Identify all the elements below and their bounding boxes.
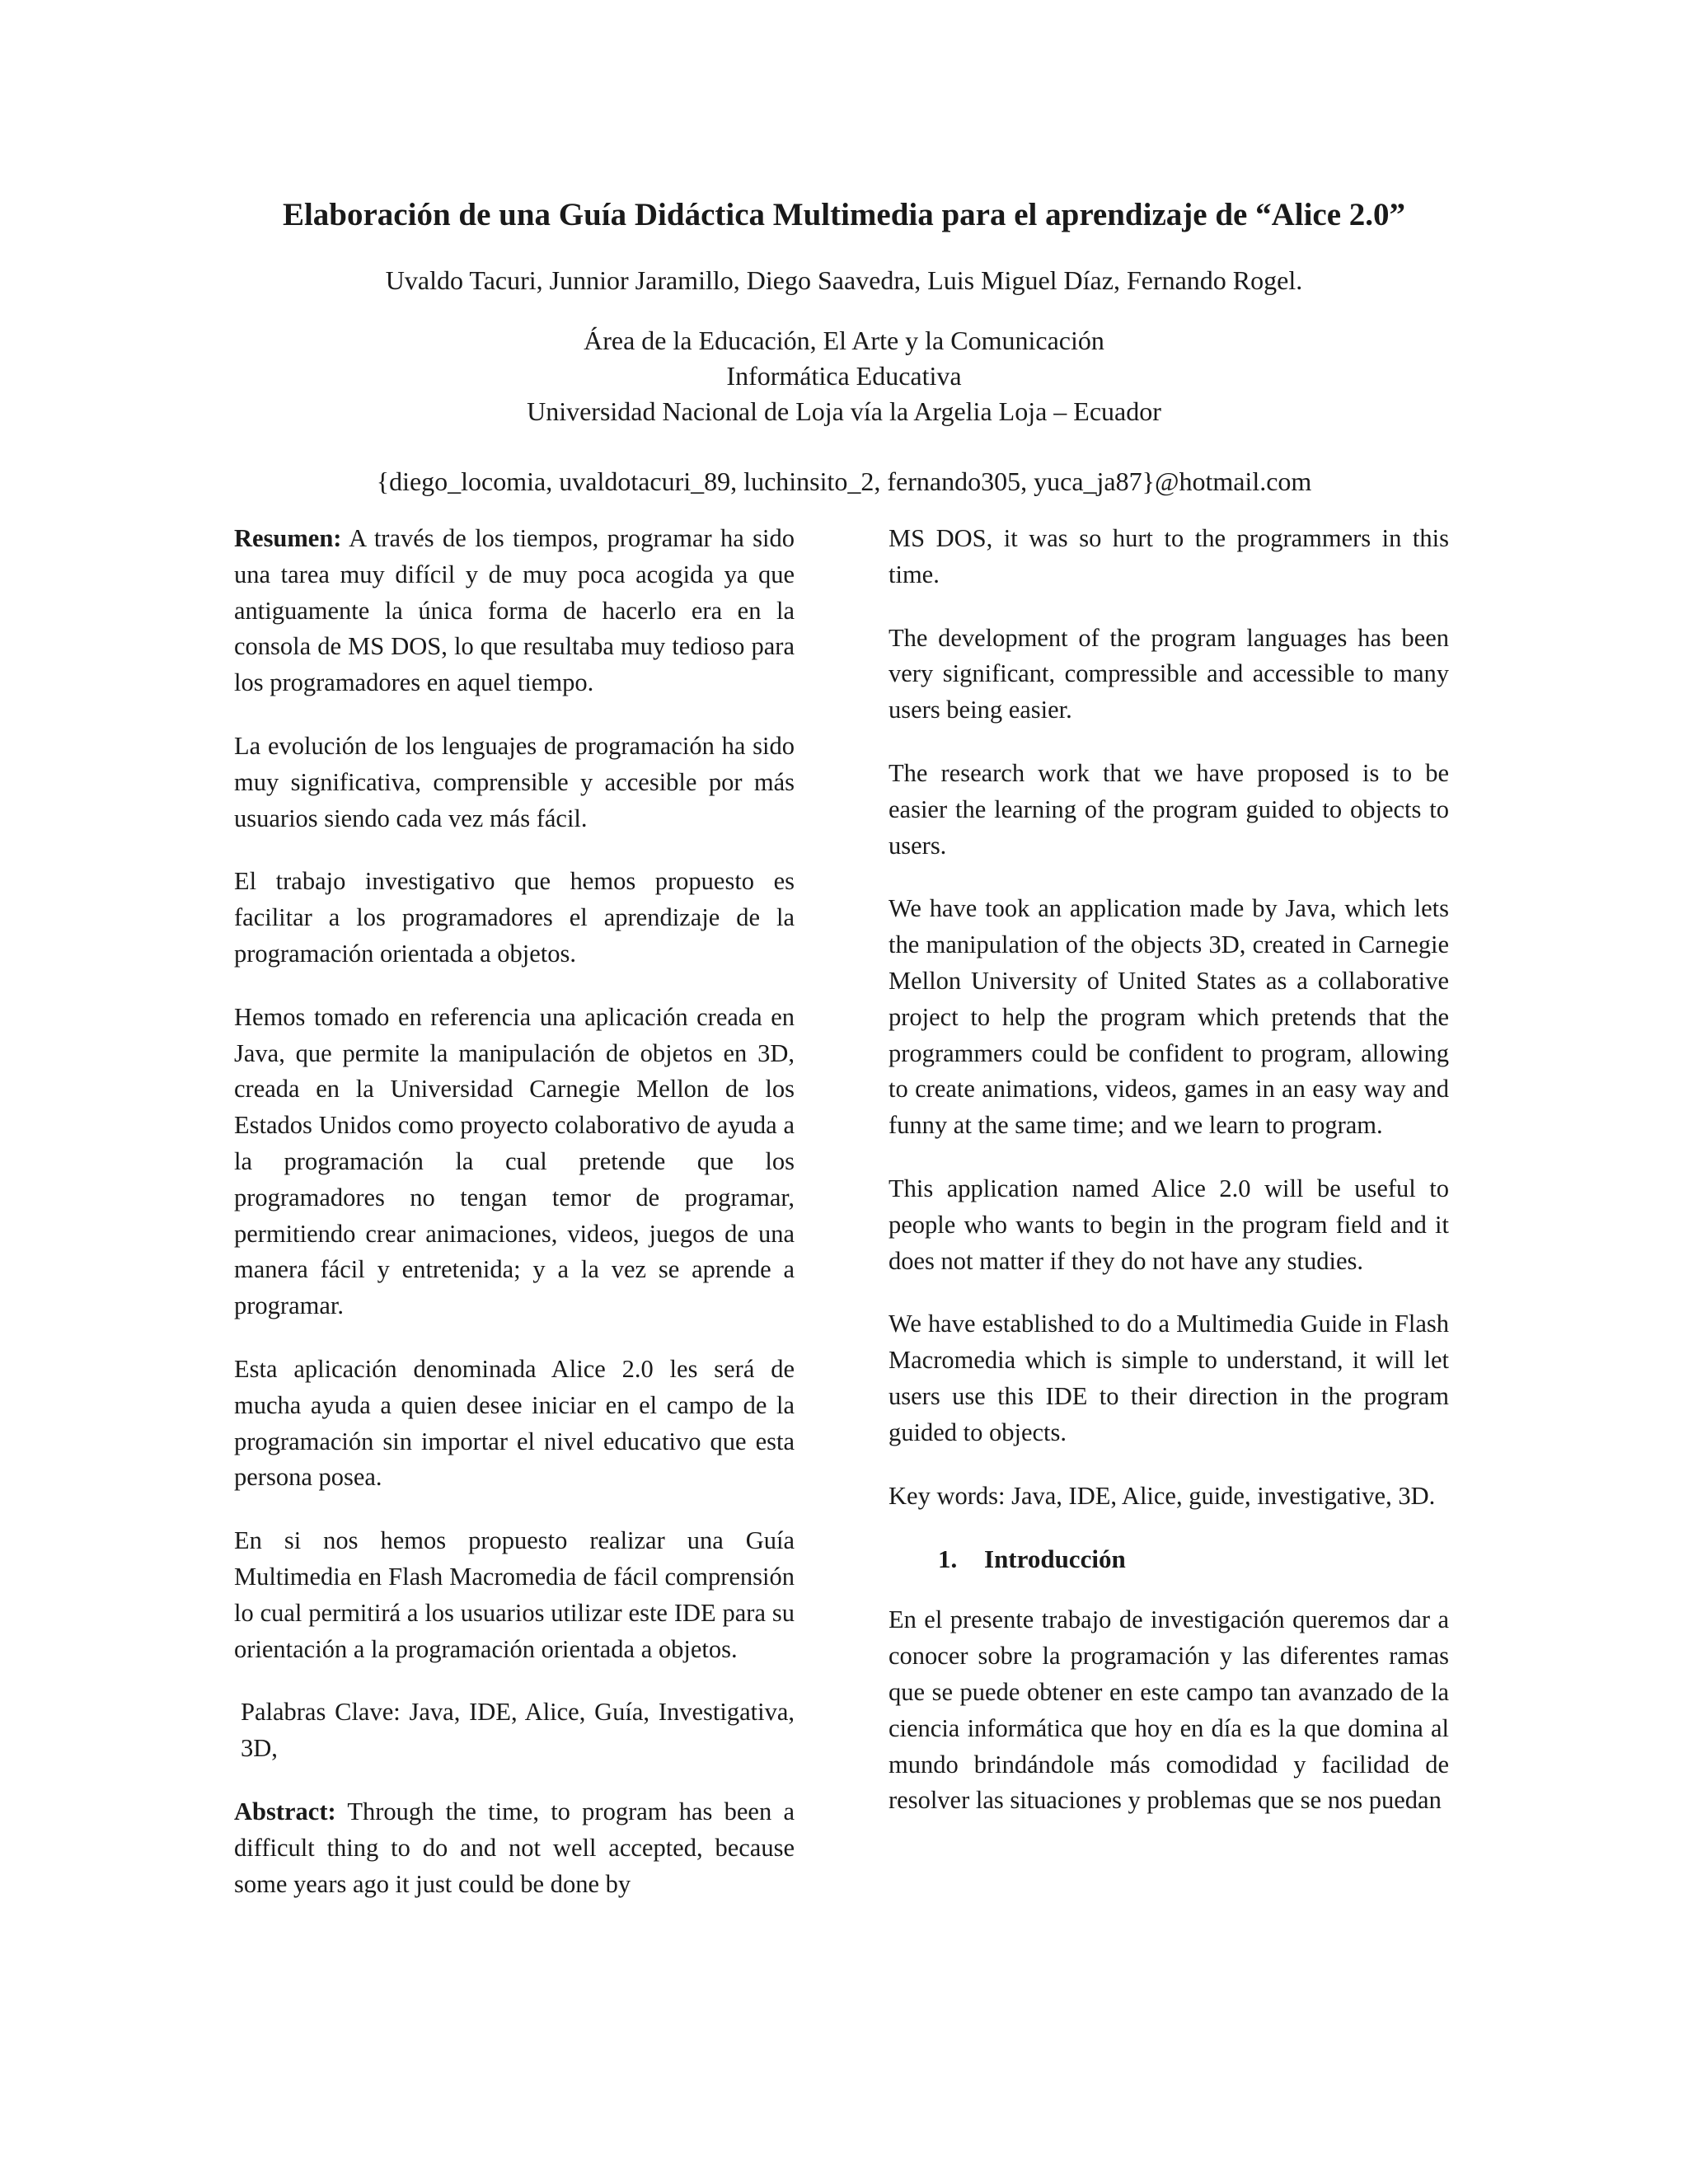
body-paragraph: The research work that we have proposed is to be easier the learning of the program guided to objects to users. xyxy=(889,758,1449,860)
body-paragraph: We have took an application made by Java, which lets the manipulation of the objects 3D, created in Carnegie Mellon University of United States as a collaborative project to help the program which pretends that the programmers could be confident to program, allowing to create animations, videos, games in an easy way and funny at the same time; and we learn to program. xyxy=(889,894,1449,1140)
body-paragraph: This application named Alice 2.0 will be useful to people who wants to begin in the program field and it does not matter if they do not have any studies. xyxy=(889,1174,1449,1275)
resumen-label: Resumen: xyxy=(234,524,342,552)
section-heading-introduccion xyxy=(889,1541,1449,1577)
abstract-text: Through the time, to program has been a difficult thing to do and not well accepted, because some years ago it just could be done by xyxy=(234,1797,795,1898)
resumen-paragraph xyxy=(234,521,795,701)
affiliation-block xyxy=(0,323,1688,429)
intro-paragraph: En el presente trabajo de investigación queremos dar a conocer sobre la programación y las diferentes ramas que se puede obtener en este campo tan avanzado de la ciencia informática que hoy en día es la que domina al mundo brindándole más comodidad y facilidad de resolver las situaciones y problemas que se nos puedan xyxy=(889,1605,1449,1815)
right-column xyxy=(889,521,1449,1819)
paper-title: Elaboración de una Guía Didáctica Multimedia para el aprendizaje de “Alice 2.0” xyxy=(282,197,1406,232)
keywords-spanish: Palabras Clave: Java, IDE, Alice, Guía, Investigativa, 3D, xyxy=(241,1698,795,1763)
section-number: 1. xyxy=(938,1544,958,1574)
body-paragraph: The development of the program languages has been very significant, compressible and accessible to many users being easier. xyxy=(889,623,1449,724)
body-paragraph: Esta aplicación denominada Alice 2.0 les será de mucha ayuda a quien desee iniciar en el campo de la programación sin importar el nivel educativo que esta persona posea. xyxy=(234,1354,795,1492)
abstract-label: Abstract: xyxy=(234,1797,336,1825)
body-paragraph: La evolución de los lenguajes de programación ha sido muy significativa, comprensible y accesible por más usuarios siendo cada vez más fácil. xyxy=(234,731,795,832)
affiliation-line: Universidad Nacional de Loja vía la Argelia Loja – Ecuador xyxy=(527,396,1161,426)
author-list: Uvaldo Tacuri, Junnior Jaramillo, Diego Saavedra, Luis Miguel Díaz, Fernando Rogel. xyxy=(385,265,1303,295)
abstract-paragraph xyxy=(234,1794,795,1902)
left-column xyxy=(234,521,795,1902)
body-paragraph: We have established to do a Multimedia Guide in Flash Macromedia which is simple to understand, it will let users use this IDE to their direction in the program guided to objects. xyxy=(889,1310,1449,1446)
section-title: Introducción xyxy=(984,1544,1126,1574)
body-paragraph: Hemos tomado en referencia una aplicación creada en Java, que permite la manipulación de objetos en 3D, creada en la Universidad Carnegie Mellon de los Estados Unidos como proyecto colaborativo de ayuda a la programación la cual pretende que los programadores no tengan temor de programar, permitiendo crear animaciones, videos, juegos de una manera fácil y entretenida; y a la vez se aprende a programar. xyxy=(234,1002,795,1320)
affiliation-line: Informática Educativa xyxy=(726,361,962,391)
resumen-text: A través de los tiempos, programar ha sido una tarea muy difícil y de muy poca acogida ya que antiguamente la única forma de hacerlo era en la consola de MS DOS, lo que resultaba muy tedioso para los programadores en aquel tiempo. xyxy=(234,524,795,697)
affiliation-line: Área de la Educación, El Arte y la Comunicación xyxy=(584,326,1104,355)
body-paragraph: El trabajo investigativo que hemos propuesto es facilitar a los programadores el aprendizaje de la programación orientada a objetos. xyxy=(234,867,795,968)
keywords-english: Key words: Java, IDE, Alice, guide, investigative, 3D. xyxy=(889,1481,1436,1510)
body-paragraph: MS DOS, it was so hurt to the programmers in this time. xyxy=(889,524,1449,588)
author-emails: {diego_locomia, uvaldotacuri_89, luchinsito_2, fernando305, yuca_ja87}@hotmail.com xyxy=(376,466,1312,496)
body-paragraph: En si nos hemos propuesto realizar una Guía Multimedia en Flash Macromedia de fácil comprensión lo cual permitirá a los usuarios utilizar este IDE para su orientación a la programación orientada a objetos. xyxy=(234,1526,795,1663)
